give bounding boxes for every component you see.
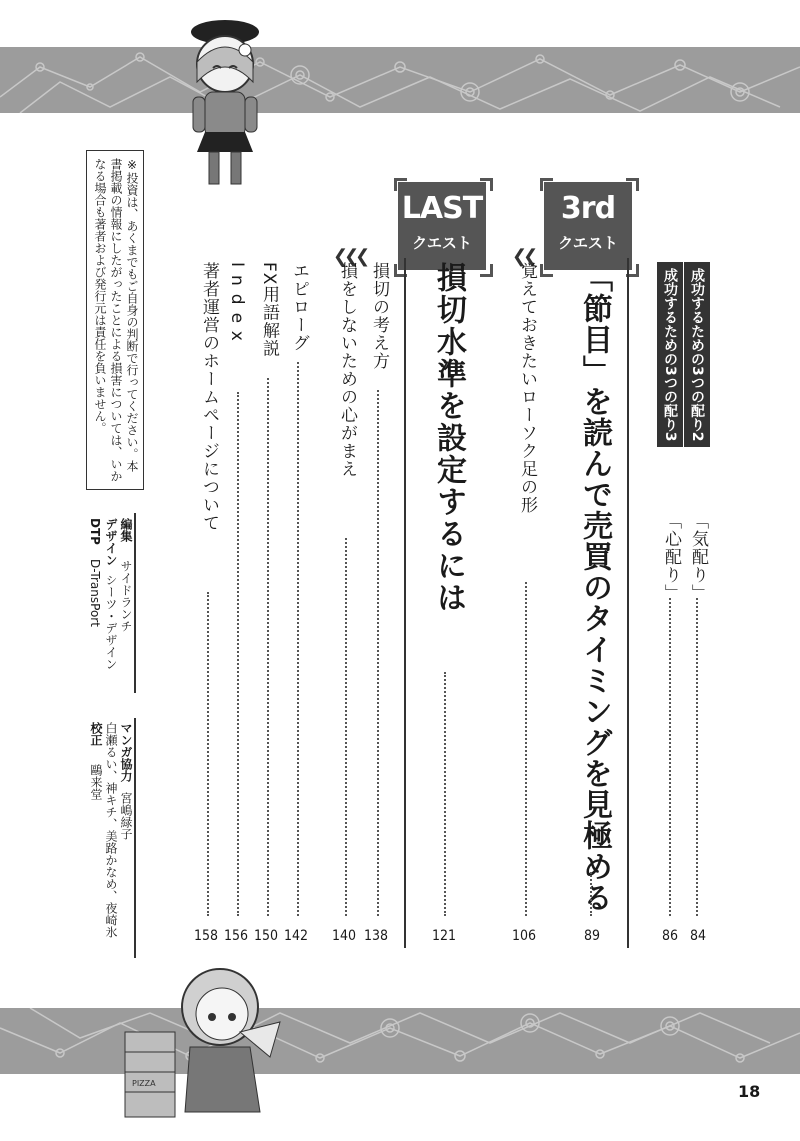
dtp-value: D-TransPort bbox=[88, 558, 102, 627]
last-entry-page-5: 156 bbox=[224, 928, 249, 944]
last-entry-page-6: 158 bbox=[194, 928, 219, 944]
badge-corner bbox=[626, 178, 639, 191]
character-illustration-bottom bbox=[100, 962, 290, 1122]
leader-dots bbox=[444, 672, 446, 916]
badge-corner bbox=[540, 264, 553, 277]
badge-corner bbox=[394, 178, 407, 191]
column-rule-right bbox=[627, 258, 629, 948]
third-chapter-page: 89 bbox=[584, 928, 601, 944]
page-number: 18 bbox=[738, 1082, 761, 1101]
leader-dots bbox=[237, 392, 239, 916]
third-sub-page: 106 bbox=[512, 928, 537, 944]
last-entry-page-3: 142 bbox=[284, 928, 309, 944]
last-entry-5: Index bbox=[227, 262, 247, 349]
last-entry-3: エピローグ bbox=[289, 262, 309, 352]
credits-design bbox=[103, 518, 120, 670]
proof-label: 校正 bbox=[89, 722, 103, 746]
design-label: デザイン bbox=[104, 518, 118, 566]
credits-proof bbox=[88, 722, 105, 800]
third-badge-big: 3rd bbox=[560, 191, 616, 226]
last-entry-page-1: 138 bbox=[364, 928, 389, 944]
hex-pattern-top bbox=[0, 47, 800, 113]
third-sub-entry: 覚えておきたいローソク足の形 bbox=[517, 262, 537, 514]
dtp-label: DTP bbox=[88, 518, 102, 545]
leader-dots bbox=[696, 598, 698, 916]
third-section-page-1: 84 bbox=[690, 928, 707, 944]
badge-corner bbox=[540, 178, 553, 191]
leader-dots bbox=[525, 582, 527, 916]
credits-edit bbox=[118, 518, 135, 632]
last-chevron-icon: ❮❮❮ bbox=[333, 246, 367, 267]
column-rule-left bbox=[404, 258, 406, 948]
last-chapter-page: 121 bbox=[432, 928, 457, 944]
third-chevron-icon: ❮❮ bbox=[512, 246, 535, 267]
pizza-box-label: PIZZA bbox=[132, 1079, 156, 1088]
third-section-sub-1: 「気配り」 bbox=[688, 512, 708, 602]
last-badge-big: LAST bbox=[401, 191, 483, 226]
leader-dots bbox=[297, 362, 299, 916]
last-entry-4: FX用語解説 bbox=[259, 262, 279, 358]
badge-corner bbox=[480, 178, 493, 191]
third-section-page-2: 86 bbox=[662, 928, 679, 944]
third-section-title-1: 成功するための3つの配り2 bbox=[684, 262, 710, 447]
character-illustration-top bbox=[175, 12, 275, 192]
credits-manga bbox=[118, 722, 135, 840]
edit-label: 編集 bbox=[119, 518, 133, 542]
top-pattern-band bbox=[0, 47, 800, 113]
leader-dots bbox=[669, 598, 671, 916]
notice-text: ※投資は、あくまでもご自身の判断で行ってください。本書掲載の情報にしたがったことによる損害については、いかなる場合も著者および発行元は責任を負いません。 bbox=[93, 158, 139, 482]
manga-value1: 宮嶋緑子 bbox=[119, 792, 133, 840]
last-entry-2: 損をしないための心がまえ bbox=[337, 262, 357, 478]
proof-value: 鷗来堂 bbox=[89, 764, 103, 800]
badge-corner bbox=[480, 264, 493, 277]
design-value: シーツ・デザイン bbox=[104, 574, 118, 670]
last-badge-small: クエスト bbox=[412, 234, 472, 252]
manga-value2: 白瀬るい、神キチ、美路かなめ、夜崎氷 bbox=[104, 722, 118, 938]
third-quest-badge bbox=[544, 182, 632, 270]
leader-dots bbox=[377, 390, 379, 916]
last-entry-6: 著者運営のホームページについて bbox=[199, 262, 219, 532]
third-chapter-title: 「節目」を読んで売買のタイミングを見極める bbox=[577, 262, 612, 913]
leader-dots bbox=[267, 378, 269, 916]
third-section-sub-2: 「心配り」 bbox=[661, 512, 681, 602]
last-entry-page-4: 150 bbox=[254, 928, 279, 944]
leader-dots bbox=[207, 592, 209, 916]
edit-value: サイドランチ bbox=[119, 560, 133, 632]
manga-label: マンガ協力 bbox=[119, 722, 133, 782]
last-entry-page-2: 140 bbox=[332, 928, 357, 944]
last-entry-1: 損切の考え方 bbox=[369, 262, 389, 370]
third-section-title-2: 成功するための3つの配り3 bbox=[657, 262, 683, 447]
last-chapter-title: 損切水準を設定するには bbox=[431, 262, 466, 614]
leader-dots bbox=[345, 538, 347, 916]
leader-dots bbox=[590, 872, 592, 916]
credits-dtp bbox=[88, 518, 102, 627]
last-quest-badge bbox=[398, 182, 486, 270]
third-badge-small: クエスト bbox=[558, 234, 618, 252]
